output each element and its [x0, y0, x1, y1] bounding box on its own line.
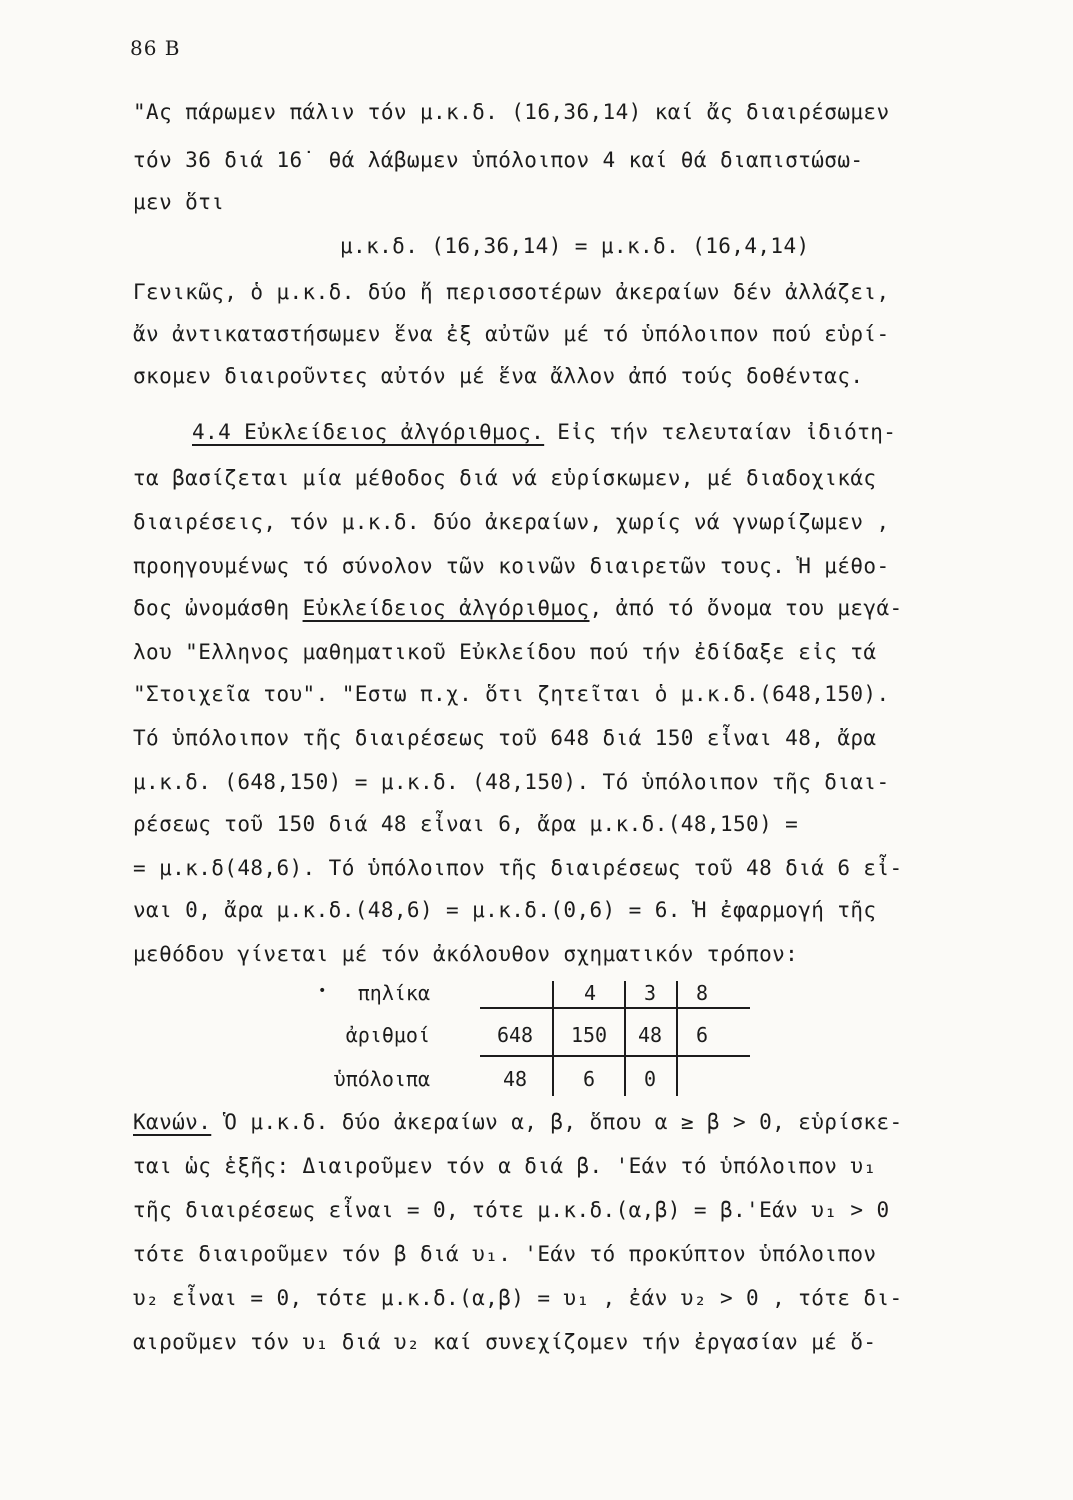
rule-first-rest: Ὁ μ.κ.δ. δύο ἀκεραίων α, β, ὅπου α ≥ β > 0, εὑρίσκε- — [211, 1110, 903, 1134]
text-line: ναι 0, ἄρα μ.κ.δ.(48,6) = μ.κ.δ.(0,6) = 6. Ἡ ἐφαρμογή τῆς — [133, 898, 877, 922]
text-line: λου "Ελληνος μαθηματικοῦ Εὐκλείδου πού τήν ἐδίδαξε εἰς τά — [133, 640, 877, 664]
remainder-cell: 6 — [582, 1067, 596, 1091]
text-line: Γενικῶς, ὁ μ.κ.δ. δύο ἤ περισσοτέρων ἀκεραίων δέν ἀλλάζει, — [133, 280, 890, 304]
quotient-cell: 8 — [695, 981, 709, 1005]
bullet-mark: • — [318, 983, 327, 999]
row-label-quotients: πηλίκα — [357, 981, 430, 1005]
text-line: μ.κ.δ. (648,150) = μ.κ.δ. (48,150). Τό ὑπόλοιπον τῆς διαι- — [133, 770, 890, 794]
equation-line: μ.κ.δ. (16,36,14) = μ.κ.δ. (16,4,14) — [340, 234, 810, 258]
text-line: τα βασίζεται μία μέθοδος διά νά εὑρίσκωμεν, μέ διαδοχικάς — [133, 466, 877, 490]
text-line: ται ὡς ἑξῆς: Διαιροῦμεν τόν α διά β. 'Εάν τό ὑπόλοιπον υ₁ — [133, 1154, 877, 1178]
row-label-numbers: ἀριθμοί — [345, 1023, 430, 1047]
text-line: ρέσεως τοῦ 150 διά 48 εἶναι 6, ἄρα μ.κ.δ.(48,150) = — [133, 812, 799, 836]
text-line: μεθόδου γίνεται μέ τόν ἀκόλουθον σχηματικόν τρόπον: — [133, 942, 799, 966]
number-cell: 6 — [695, 1023, 709, 1047]
text-line: Τό ὑπόλοιπον τῆς διαιρέσεως τοῦ 648 διά 150 εἶναι 48, ἄρα — [133, 726, 877, 750]
remainder-cell: 0 — [643, 1067, 657, 1091]
number-cell: 648 — [496, 1023, 534, 1047]
section-first-line-rest: Εἰς τήν τελευταίαν ἰδιότη- — [544, 420, 897, 444]
text-line: υ₂ εἶναι = 0, τότε μ.κ.δ.(α,β) = υ₁ , ἐάν υ₂ > 0 , τότε δι- — [133, 1286, 903, 1310]
table-divider — [676, 981, 678, 1096]
euclid-table — [330, 975, 750, 1100]
text-line: προηγουμένως τό σύνολον τῶν κοινῶν διαιρετῶν τους. Ἡ μέθο- — [133, 554, 890, 578]
rule-first-line — [133, 1110, 903, 1134]
section-heading: 4.4 Εὐκλείδειος ἀλγόριθμος. — [192, 420, 545, 444]
method-name: Εὐκλείδειος ἀλγόριθμος — [302, 596, 590, 620]
section-first-line — [192, 420, 896, 444]
quotient-cell: 4 — [583, 981, 597, 1005]
table-rule-top — [480, 1007, 750, 1009]
remainder-cell: 48 — [502, 1067, 528, 1091]
quotient-cell: 3 — [643, 981, 657, 1005]
text-line: = μ.κ.δ(48,6). Τό ὑπόλοιπον τῆς διαιρέσεως τοῦ 48 διά 6 εἶ- — [133, 856, 903, 880]
text-line: "Ας πάρωμεν πάλιν τόν μ.κ.δ. (16,36,14) καί ἄς διαιρέσωμεν — [133, 100, 890, 124]
row-label-remainders: ὑπόλοιπα — [333, 1067, 430, 1091]
text-line: σκομεν διαιροῦντες αὐτόν μέ ἕνα ἄλλον ἀπό τούς δοθέντας. — [133, 364, 864, 388]
text-line: αιροῦμεν τόν υ₁ διά υ₂ καί συνεχίζομεν τήν ἐργασίαν μέ ὅ- — [133, 1330, 877, 1354]
method-line — [133, 596, 903, 620]
number-cell: 150 — [570, 1023, 608, 1047]
text-line: ἄν ἀντικαταστήσωμεν ἕνα ἐξ αὐτῶν μέ τό ὑπόλοιπον πού εὑρί- — [133, 322, 890, 346]
method-line-post: , ἀπό τό ὄνομα του μεγά- — [589, 596, 903, 620]
text-line: τῆς διαιρέσεως εἶναι = 0, τότε μ.κ.δ.(α,β) = β.'Εάν υ₁ > 0 — [133, 1198, 890, 1222]
table-divider — [624, 981, 626, 1096]
text-line: τότε διαιροῦμεν τόν β διά υ₁. 'Εάν τό προκύπτον ὑπόλοιπον — [133, 1242, 877, 1266]
page-number: 86 Β — [130, 36, 181, 60]
text-line: διαιρέσεις, τόν μ.κ.δ. δύο ἀκεραίων, χωρίς νά γνωρίζωμεν , — [133, 510, 890, 534]
number-cell: 48 — [637, 1023, 663, 1047]
text-line: "Στοιχεῖα του". "Εστω π.χ. ὅτι ζητεῖται ὁ μ.κ.δ.(648,150). — [133, 682, 890, 706]
table-divider — [552, 981, 554, 1096]
text-line: μεν ὅτι — [133, 190, 225, 214]
text-line: τόν 36 διά 16˙ θά λάβωμεν ὑπόλοιπον 4 καί θά διαπιστώσω- — [133, 148, 864, 172]
table-rule-middle — [480, 1055, 750, 1057]
rule-heading: Κανών. — [133, 1110, 212, 1134]
method-line-pre: δος ὠνομάσθη — [133, 596, 303, 620]
